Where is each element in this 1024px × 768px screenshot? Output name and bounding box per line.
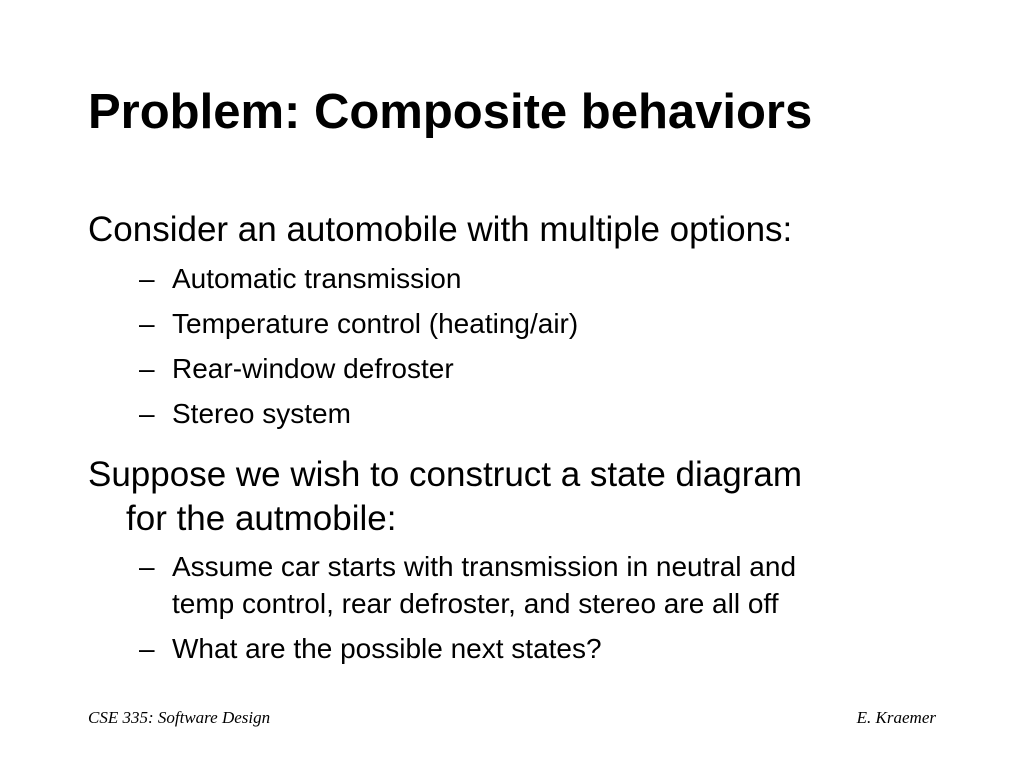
subitem-possible-next-states	[139, 630, 949, 667]
dash-marker: –	[139, 633, 155, 664]
dash-marker: –	[139, 308, 155, 339]
dash-marker: –	[139, 263, 155, 294]
subitem-rear-window-defroster	[139, 350, 949, 387]
subitem-automatic-transmission	[139, 260, 949, 297]
dash-marker: –	[139, 398, 155, 429]
subitem-text-line1: Assume car starts with transmission in neutral and	[172, 551, 797, 582]
subitem-stereo-system	[139, 395, 949, 432]
subitem-text: Stereo system	[172, 398, 351, 429]
subitem-temperature-control	[139, 305, 949, 342]
bullet-text-line1: Suppose we wish to construct a state diagram	[88, 455, 802, 494]
subitem-assume-car-starts	[139, 548, 949, 622]
subitem-text: What are the possible next states?	[172, 633, 602, 664]
slide-title: Problem: Composite behaviors	[88, 85, 813, 139]
footer-author: E. Kraemer	[856, 708, 936, 727]
subitem-text: Temperature control (heating/air)	[172, 308, 579, 339]
subitem-text-line2: temp control, rear defroster, and stereo are all off	[172, 588, 779, 619]
bullet-text: Consider an automobile with multiple options:	[88, 210, 793, 249]
subitem-text: Rear-window defroster	[172, 353, 454, 384]
footer-course: CSE 335: Software Design	[88, 708, 271, 727]
bullet-consider	[88, 208, 948, 252]
bullet-text-line2: for the autmobile:	[126, 499, 397, 538]
bullet-suppose	[88, 453, 948, 541]
subitem-text: Automatic transmission	[172, 263, 462, 294]
dash-marker: –	[139, 551, 155, 582]
dash-marker: –	[139, 353, 155, 384]
